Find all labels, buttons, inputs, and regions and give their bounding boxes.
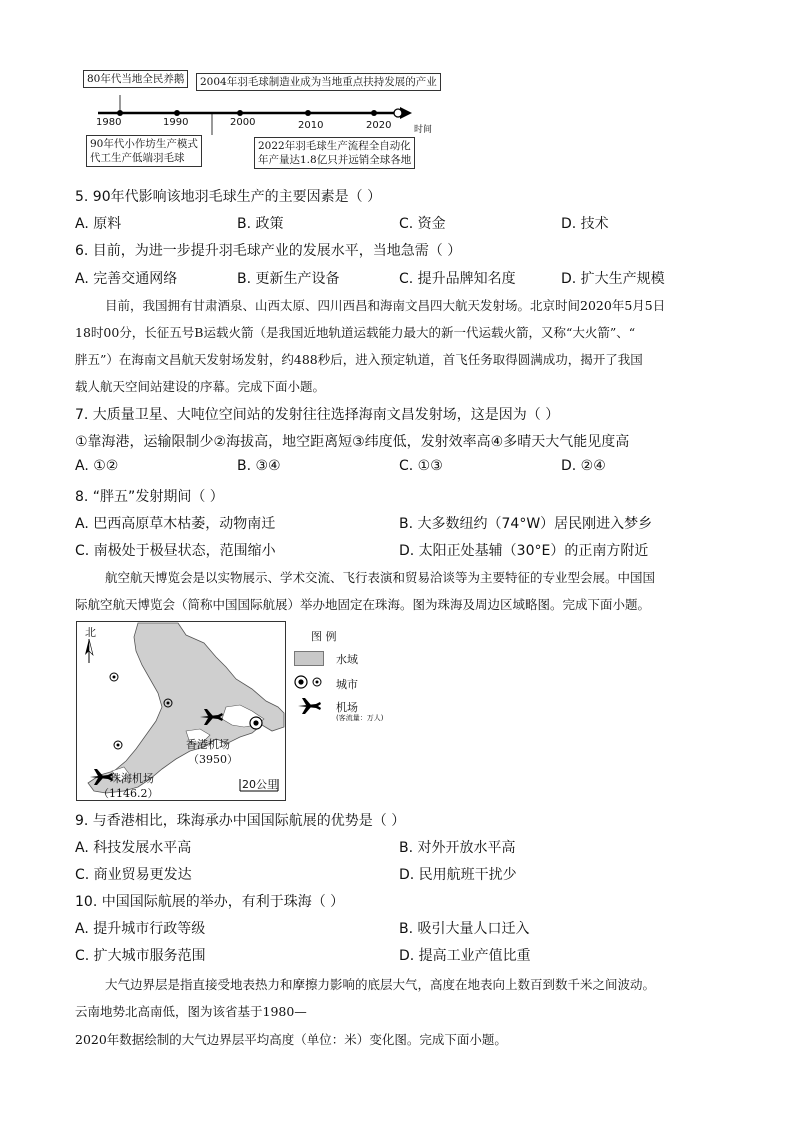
option-5d[interactable]: D. 技术: [561, 216, 609, 232]
option-5a[interactable]: A. 原料: [75, 216, 122, 232]
option-10a[interactable]: A. 提升城市行政等级: [75, 921, 206, 937]
zhuhai-map: [76, 621, 286, 801]
option-6b[interactable]: B. 更新生产设备: [237, 271, 340, 287]
question-10-stem: 10. 中国国际航展的举办，有利于珠海（ ）: [75, 894, 345, 910]
passage-3-line: 2020年数据绘制的大气边界层平均高度（单位：米）变化图。完成下面小题。: [75, 1032, 507, 1047]
zh-airport-value: （1146.2）: [98, 787, 159, 800]
option-7c[interactable]: C. ①③: [399, 458, 443, 474]
passage-3-line: 大气边界层是指直接受地表热力和摩擦力影响的底层大气，高度在地表向上数百到数千米之间波动。: [105, 977, 656, 992]
question-7-stem: 7. 大质量卫星、大吨位空间站的发射往往选择海南文昌发射场，这是因为（ ）: [75, 407, 560, 423]
water-swatch: [294, 651, 324, 666]
option-5b[interactable]: B. 政策: [237, 216, 284, 232]
timeline-box-1990s: 90年代小作坊生产模式 代工生产低端羽毛球: [86, 135, 202, 167]
tick-label: 1990: [163, 117, 189, 128]
legend-airport-label: 机场: [336, 701, 358, 714]
option-6a[interactable]: A. 完善交通网络: [75, 271, 178, 287]
legend-city-label: 城市: [336, 678, 358, 691]
question-9-stem: 9. 与香港相比，珠海承办中国国际航展的优势是（ ）: [75, 813, 406, 829]
tick-label: 2010: [298, 120, 324, 131]
option-8b[interactable]: B. 大多数纽约（74°W）居民刚进入梦乡: [399, 516, 653, 532]
option-8a[interactable]: A. 巴西高原草木枯萎，动物南迁: [75, 516, 276, 532]
passage-3-line: 云南地势北高南低，图为该省基于1980—: [75, 1004, 307, 1019]
option-7a[interactable]: A. ①②: [75, 458, 119, 474]
tick-label: 2000: [230, 117, 256, 128]
option-5c[interactable]: C. 资金: [399, 216, 446, 232]
option-9c[interactable]: C. 商业贸易更发达: [75, 867, 192, 883]
passage-2-line: 际航空航天博览会（简称中国国际航展）举办地固定在珠海。图为珠海及周边区域略图。完成下面小题。: [75, 597, 651, 612]
question-6-stem: 6. 目前，为进一步提升羽毛球产业的发展水平，当地急需（ ）: [75, 243, 462, 259]
option-10d[interactable]: D. 提高工业产值比重: [399, 948, 531, 964]
scale-label: 20公里: [242, 778, 278, 791]
map-north-label: 北: [85, 626, 96, 639]
city-legend-icon: [294, 674, 326, 690]
option-7d[interactable]: D. ②④: [561, 458, 606, 474]
hk-airport-value: （3950）: [188, 753, 238, 766]
passage-2-line: 航空航天博览会是以实物展示、学术交流、飞行表演和贸易洽谈等为主要特征的专业型会展。中国国: [105, 570, 656, 585]
option-7b[interactable]: B. ③④: [237, 458, 281, 474]
option-6d[interactable]: D. 扩大生产规模: [561, 271, 665, 287]
axis-label: 时间: [414, 125, 433, 135]
legend-title: 图 例: [311, 630, 337, 643]
question-5-stem: 5. 90年代影响该地羽毛球生产的主要因素是（ ）: [75, 189, 382, 205]
legend-airport-note: (客流量：万人): [336, 714, 384, 722]
option-10b[interactable]: B. 吸引大量人口迁入: [399, 921, 530, 937]
legend-water-label: 水域: [336, 653, 358, 666]
timeline-box-2004: 2004年羽毛球制造业成为当地重点扶持发展的产业: [196, 73, 441, 91]
passage-1-line: 目前，我国拥有甘肃酒泉、山西太原、四川西昌和海南文昌四大航天发射场。北京时间2020年5月5日: [105, 298, 666, 313]
timeline-box-2022: 2022年羽毛球生产流程全自动化 年产量达1.8亿只并远销全球各地: [254, 137, 415, 169]
option-9a[interactable]: A. 科技发展水平高: [75, 840, 192, 856]
option-8c[interactable]: C. 南极处于极昼状态，范围缩小: [75, 543, 276, 559]
passage-1-line: 18时00分，长征五号B运载火箭（是我国近地轨道运载能力最大的新一代运载火箭，又称“大火箭”、“: [75, 325, 636, 340]
option-6c[interactable]: C. 提升品牌知名度: [399, 271, 516, 287]
option-9b[interactable]: B. 对外开放水平高: [399, 840, 516, 856]
airport-legend-icon: [296, 696, 324, 716]
passage-1-line: 载人航天空间站建设的序幕。完成下面小题。: [75, 379, 326, 394]
passage-1-line: 胖五”）在海南文昌航天发射场发射，约488秒后，进入预定轨道，首飞任务取得圆满成功，揭开了我国: [75, 352, 643, 367]
option-10c[interactable]: C. 扩大城市服务范围: [75, 948, 206, 964]
question-7-statements: ①靠海港，运输限制少②海拔高，地空距离短③纬度低，发射效率高④多晴天大气能见度高: [75, 434, 630, 450]
option-8d[interactable]: D. 太阳正处基辅（30°E）的正南方附近: [399, 543, 649, 559]
timeline-box-1980s: 80年代当地全民养鹅: [83, 70, 188, 88]
hk-airport-label: 香港机场: [186, 738, 230, 751]
option-9d[interactable]: D. 民用航班干扰少: [399, 867, 517, 883]
zh-airport-label: 珠海机场: [110, 772, 154, 785]
timeline-axis: [80, 95, 460, 140]
tick-label: 1980: [96, 117, 122, 128]
tick-label: 2020: [366, 120, 392, 131]
question-8-stem: 8. “胖五”发射期间（ ）: [75, 489, 224, 505]
